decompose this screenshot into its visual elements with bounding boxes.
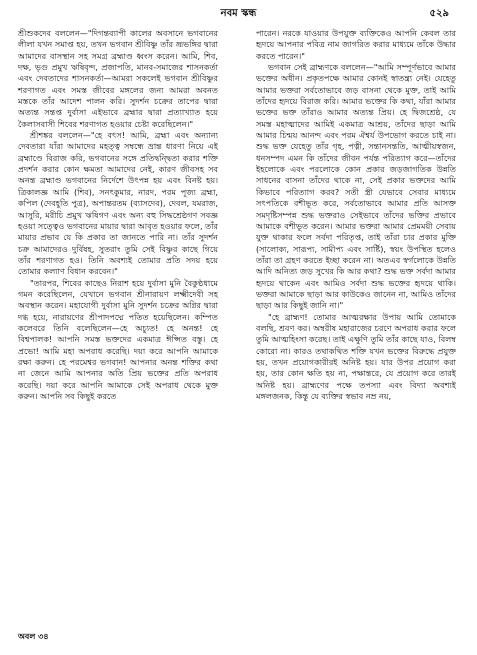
page-number: ৫২৯ — [429, 8, 449, 19]
left-column — [18, 28, 218, 402]
paragraph: পারেন। নরকে যাওয়ার উপযুক্ত ব্যক্তিকেও আপনি কেবল তার হৃদয়ে আপনার পবিত্র নাম জাগরিত করার মাধ্যমে তাঁকে উদ্ধার করতে পারেন।" — [256, 28, 456, 61]
paragraph: শ্রীশঙ্কর বললেন—"হে বৎস! আমি, ব্রহ্মা এবং অন্যান্য দেবতারা যাঁরা আমাদের মহত্ত্ব সম্বন্ধে ভ্রান্ত ধারণা নিয়ে এই ব্রহ্মাণ্ডে বিরাজ করি, ভগবানের সঙ্গে প্রতিদ্বন্দ্বিতা করার শক্তি প্রদর্শন করার কোন ক্ষমতা আমাদের নেই, কারণ জীবসহ সব অনন্ত ব্রহ্মাণ্ড ভগবানের নির্দেশে উৎপন্ন হয় এবং বিনষ্ট হয়। ত্রিকালজ্ঞ আমি (শিব), সনৎকুমার, নারদ, পরম পূজ্য ব্রহ্মা, কপিল (দেবহূতি পুত্র), অপান্তরতম (ব্যাসদেব), দেবল, যমরাজ, আসুরি, মরীচি প্রমুখ ঋষিগণ এবং অন্য বহু সিদ্ধশ্রেষ্ঠগণ সবজ্ঞ হওয়া সত্ত্বেও ভগবানের মায়ার দ্বারা আবৃত হওয়ার ফলে, তাঁর মায়ার প্রভাব যে কি প্রকার তা জানতে পারি না। তাঁর সুদর্শন চক্র আমাদেরও দুর্বিষহ, সুতরাং তুমি সেই বিষ্ণুর কাছে গিয়ে তাঁর শরণাগত হও। তিনি অবশ্যই তোমার প্রতি সদয় হয়ে তোমার কল্যাণ বিধান করবেন।" — [18, 130, 218, 277]
running-title: নবম স্কন্ধ — [220, 8, 257, 19]
paragraph: "হে ব্রাহ্মণ! তোমার আত্মরক্ষার উপায় আমি তোমাকে বলছি, শ্রবণ কর। অম্বরীষ মহারাজের চরণে অপরাধ করার ফলে তুমি আত্মহিংসা করেছ। তাই এক্ষুণি তুমি তাঁর কাছে যাও, বিলম্ব কোরো না। কারও তথাকথিত শক্তি যখন ভক্তের বিরুদ্ধে প্রযুক্ত হয়, তখন প্রয়োগকারীরই অনিষ্ট হয়। যার উপর প্রয়োগ করা হয়, তার কোন ক্ষতি হয় না, পক্ষান্তরে, যে প্রয়োগ করে তারই অনিষ্ট হয়। ব্রাহ্মণের পক্ষে তপস্যা এবং বিদ্যা অবশ্যই মঙ্গলজনক, কিন্তু যে ব্যক্তির স্বভাব নম্র নয়, — [256, 311, 456, 401]
paragraph: শ্রীশুকদেব বললেন—"দিগন্তব্যাপী কালের অবসানে ভগবানের লীলা যখন সমাপ্ত হয়, তখন ভগবান শ্রীবিষ্ণু তাঁর ভ্রূভঙ্গির দ্বারা আমাদের বাসস্থান সহ সমগ্র ব্রহ্মাণ্ড ধ্বংস করেন। আমি, শিব, দক্ষ, ভৃগু প্রমুখ ঋষিবৃন্দ, প্রজাপতি, মানব-সমাজের শাসনকর্তা এবং দেবতাদের শাসনকর্তা—আমরা সকলেই ভগবান শ্রীবিষ্ণুর শরণাগত এবং সমস্ত জীবের মঙ্গলের জন্য আমরা অবনত মস্তকে তাঁর আদেশ পালন করি। সুদর্শন চক্রের তাপের দ্বারা অত্যন্ত সন্তপ্ত দুর্বাসা এইভাবে ব্রহ্মার দ্বারা প্রত্যাখ্যাত হয়ে কৈলাসবাসী শিবের শরণাগত হওয়ার চেষ্টা করেছিলেন।" — [18, 28, 218, 129]
footer-signature: অবল ৩৪ — [18, 632, 49, 641]
paragraph: ভগবান সেই ব্রাহ্মণকে বললেন—"আমি সম্পূর্ণভাবে আমার ভক্তের অধীন। প্রকৃতপক্ষে আমার কোনই স্বাতন্ত্র্য নেই। যেহেতু আমার ভক্তরা সর্বতোভাবে জড় বাসনা থেকে মুক্ত, তাই আমি তাঁদের হৃদয়ে বিরাজ করি। আমার ভক্তের কি কথা, যাঁরা আমার ভক্তের ভক্ত তাঁরাও আমার অত্যন্ত প্রিয়। হে দ্বিজশ্রেষ্ঠ, যে সমস্ত মহাত্মাদের আমিই একমাত্র আশ্রয়, তাঁদের ছাড়া আমি আমার চিন্ময় আনন্দ এবং পরম ঐশ্বর্য উপভোগ করতে চাই না। শুদ্ধ ভক্ত যেহেতু তাঁর গৃহ, পত্নী, সন্তানসন্ততি, আত্মীয়স্বজন, ধনসম্পদ এমন কি তাঁদের জীবন পর্যন্ত পরিত্যাগ করে—তাঁদের ইহলোকে এবং পরলোকে কোন প্রকার জড়জাগতিক উন্নতি সাধনের বাসনা তাঁদের থাকে না, সেই প্রকার ভক্তদের আমি কিভাবে পরিত্যাগ করব? সতী স্ত্রী যেভাবে সেবার মাধ্যমে সৎপতিকে বশীভূত করে, সর্বতোভাবে আমার প্রতি আসক্ত সমদৃষ্টিসম্পন্ন শুদ্ধ ভক্তরাও সেইভাবে তাঁদের ভক্তির প্রভাবে আমাকে বশীভূত করেন। আমার ভক্তরা আমার প্রেমময়ী সেবায় যুক্ত থাকার ফলে সর্বদা পরিতৃপ্ত, তাই তাঁরা চার প্রকার মুক্তি (সালোক্য, সারূপ্য, সামীপ্য এবং সার্ষ্টি), স্বয়ং উপস্থিত হলেও তাঁরা তা গ্রহণ করতে ইচ্ছা করেন না। অতএব স্বর্গলোকে উন্নতি আদি অনিত্য জড় সুখের কি আর কথা? শুদ্ধ ভক্ত সর্বদা আমার হৃদয়ে থাকেন এবং আমিও সর্বদা শুদ্ধ ভক্তের হৃদয়ে থাকি। ভক্তরা আমাকে ছাড়া আর কাউকেও জানেন না, আমিও তাঁদের ছাড়া আর কিছুই জানি না।" — [256, 62, 456, 311]
paragraph: "তারপর, শিবের কাছেও নিরাশ হয়ে দুর্বাসা মুনি বৈকুণ্ঠধামে গমন করেছিলেন, যেখানে ভগবান শ্রীনারায়ণ লক্ষ্মীদেবী সহ অবস্থান করেন। মহাযোগী দুর্বাসা মুনি সুদর্শন চক্রের অগ্নির দ্বারা দগ্ধ হয়ে, নারায়ণের শ্রীপাদপদ্মে পতিত হয়েছিলেন। কম্পিত কলেবরে তিনি বলেছিলেন—হে অচ্যুত! হে অনন্ত! হে বিশ্বপালক! আপনি সমস্ত ভক্তদের একমাত্র ঈপ্সিত বস্তু। হে প্রভো! আমি মহা অপরাধ করেছি। দয়া করে আপনি আমাকে রক্ষা করুন। হে পরমেশ্বর ভগবান! আপনার অনন্ত শক্তির কথা না জেনে আমি আপনার অতি প্রিয় ভক্তের প্রতি অপরাধ করেছি। দয়া করে আপনি আমাকে সেই অপরাধ থেকে মুক্ত করুন। আপনি সব কিছুই করতে — [18, 277, 218, 401]
running-head — [0, 6, 477, 22]
right-column — [256, 28, 456, 402]
